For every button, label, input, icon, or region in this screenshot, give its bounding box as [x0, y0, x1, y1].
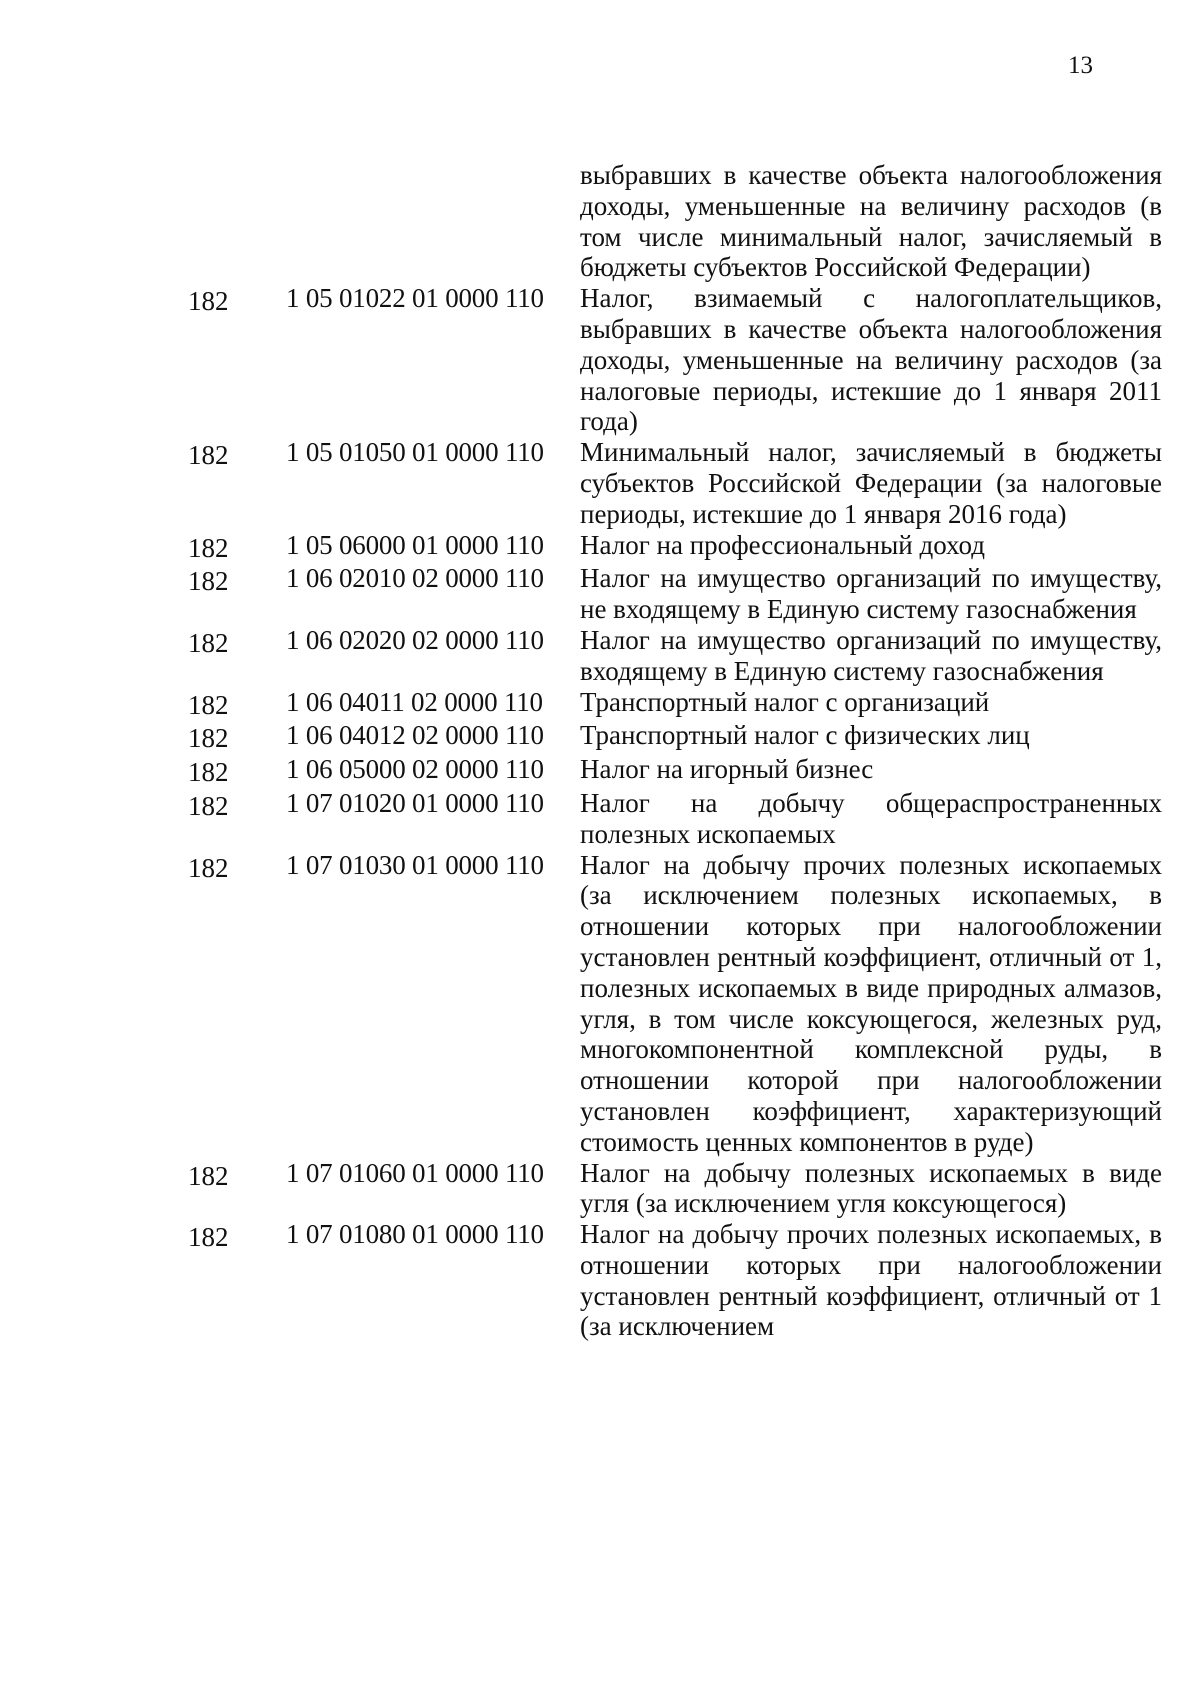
budget-code-cell: 1 06 04012 02 0000 110 [286, 720, 544, 751]
budget-code-cell: 1 05 01050 01 0000 110 [286, 437, 544, 468]
budget-code-cell: 1 07 01030 01 0000 110 [286, 849, 544, 880]
admin-code-cell: 182 [188, 566, 229, 597]
table-row [188, 720, 1168, 754]
budget-code-cell: 1 06 04011 02 0000 110 [286, 686, 543, 717]
page-number: 13 [1068, 52, 1093, 79]
admin-code-cell: 182 [188, 1222, 229, 1253]
admin-code-cell: 182 [188, 286, 229, 317]
budget-code-cell: 1 05 06000 01 0000 110 [286, 529, 544, 560]
admin-code-cell [188, 160, 286, 163]
admin-code-cell: 182 [188, 689, 229, 720]
table-row [188, 1219, 1168, 1342]
budget-code-cell: 1 07 01020 01 0000 110 [286, 787, 544, 818]
revenue-name-cell: Налог на имущество организаций по имуществу, входящему в Единую систему газоснабжения [580, 624, 1162, 686]
revenue-name-cell: Налог на профессиональный доход [580, 529, 985, 560]
budget-code-cell: 1 07 01060 01 0000 110 [286, 1157, 544, 1188]
revenue-name-cell: Транспортный налог с физических лиц [580, 720, 1030, 751]
table-row [188, 437, 1168, 529]
table-row [188, 625, 1168, 687]
table-row [188, 687, 1168, 721]
admin-code-cell: 182 [188, 852, 229, 883]
admin-code-cell: 182 [188, 723, 229, 754]
revenue-name-cell: Налог на добычу прочих полезных ископаемых, в отношении которых при налогообложении установлен рентный коэффициент, отличный от 1 (за исключением [580, 1219, 1162, 1342]
revenue-name-cell: Минимальный налог, зачисляемый в бюджеты субъектов Российской Федерации (за налоговые периоды, истекшие до 1 января 2016 года) [580, 437, 1162, 529]
revenue-name-cell: Налог на добычу прочих полезных ископаемых (за исключением полезных ископаемых, в отношении которых при налогообложении установлен рентный коэффициент, отличный от 1, полезных ископаемых в виде природных алмазов, угля, в том числе коксующегося, железных руд, многокомпонентной комплексной руды, в отношении которой при налогообложении установлен коэффициент, характеризующий стоимость ценных компонентов в руде) [580, 849, 1162, 1157]
revenue-name-cell: Налог, взимаемый с налогоплательщиков, выбравших в качестве объекта налогообложения доходы, уменьшенные на величину расходов (за налоговые периоды, истекшие до 1 января 2011 года) [580, 283, 1162, 437]
table-row [188, 1158, 1168, 1220]
revenue-name-cell: Налог на имущество организаций по имуществу, не входящему в Единую систему газоснабжения [580, 563, 1162, 625]
revenue-name-cell: Налог на игорный бизнес [580, 754, 874, 785]
budget-code-cell: 1 07 01080 01 0000 110 [286, 1219, 544, 1250]
admin-code-cell: 182 [188, 1160, 229, 1191]
admin-code-cell: 182 [188, 532, 229, 563]
table-row [188, 788, 1168, 850]
table-row [188, 283, 1168, 437]
revenue-name-cell: Налог на добычу общераспространенных полезных ископаемых [580, 787, 1162, 849]
admin-code-cell: 182 [188, 440, 229, 471]
table-row [188, 754, 1168, 788]
budget-code-cell: 1 05 01022 01 0000 110 [286, 283, 544, 314]
budget-code-cell: 1 06 02020 02 0000 110 [286, 624, 544, 655]
budget-code-cell: 1 06 05000 02 0000 110 [286, 754, 544, 785]
table-row [188, 850, 1168, 1158]
table-row [188, 530, 1168, 564]
admin-code-cell: 182 [188, 627, 229, 658]
table-row [188, 563, 1168, 625]
revenue-name-cell: выбравших в качестве объекта налогообложения доходы, уменьшенные на величину расходов (в том числе минимальный налог, зачисляемый в бюджеты субъектов Российской Федерации) [580, 160, 1162, 283]
admin-code-cell: 182 [188, 757, 229, 788]
revenue-codes-table [188, 160, 1168, 1342]
budget-code-cell: 1 06 02010 02 0000 110 [286, 563, 544, 594]
admin-code-cell: 182 [188, 790, 229, 821]
revenue-name-cell: Налог на добычу полезных ископаемых в виде угля (за исключением угля коксующегося) [580, 1157, 1162, 1219]
revenue-name-cell: Транспортный налог с организаций [580, 686, 990, 717]
table-row [188, 160, 1168, 283]
